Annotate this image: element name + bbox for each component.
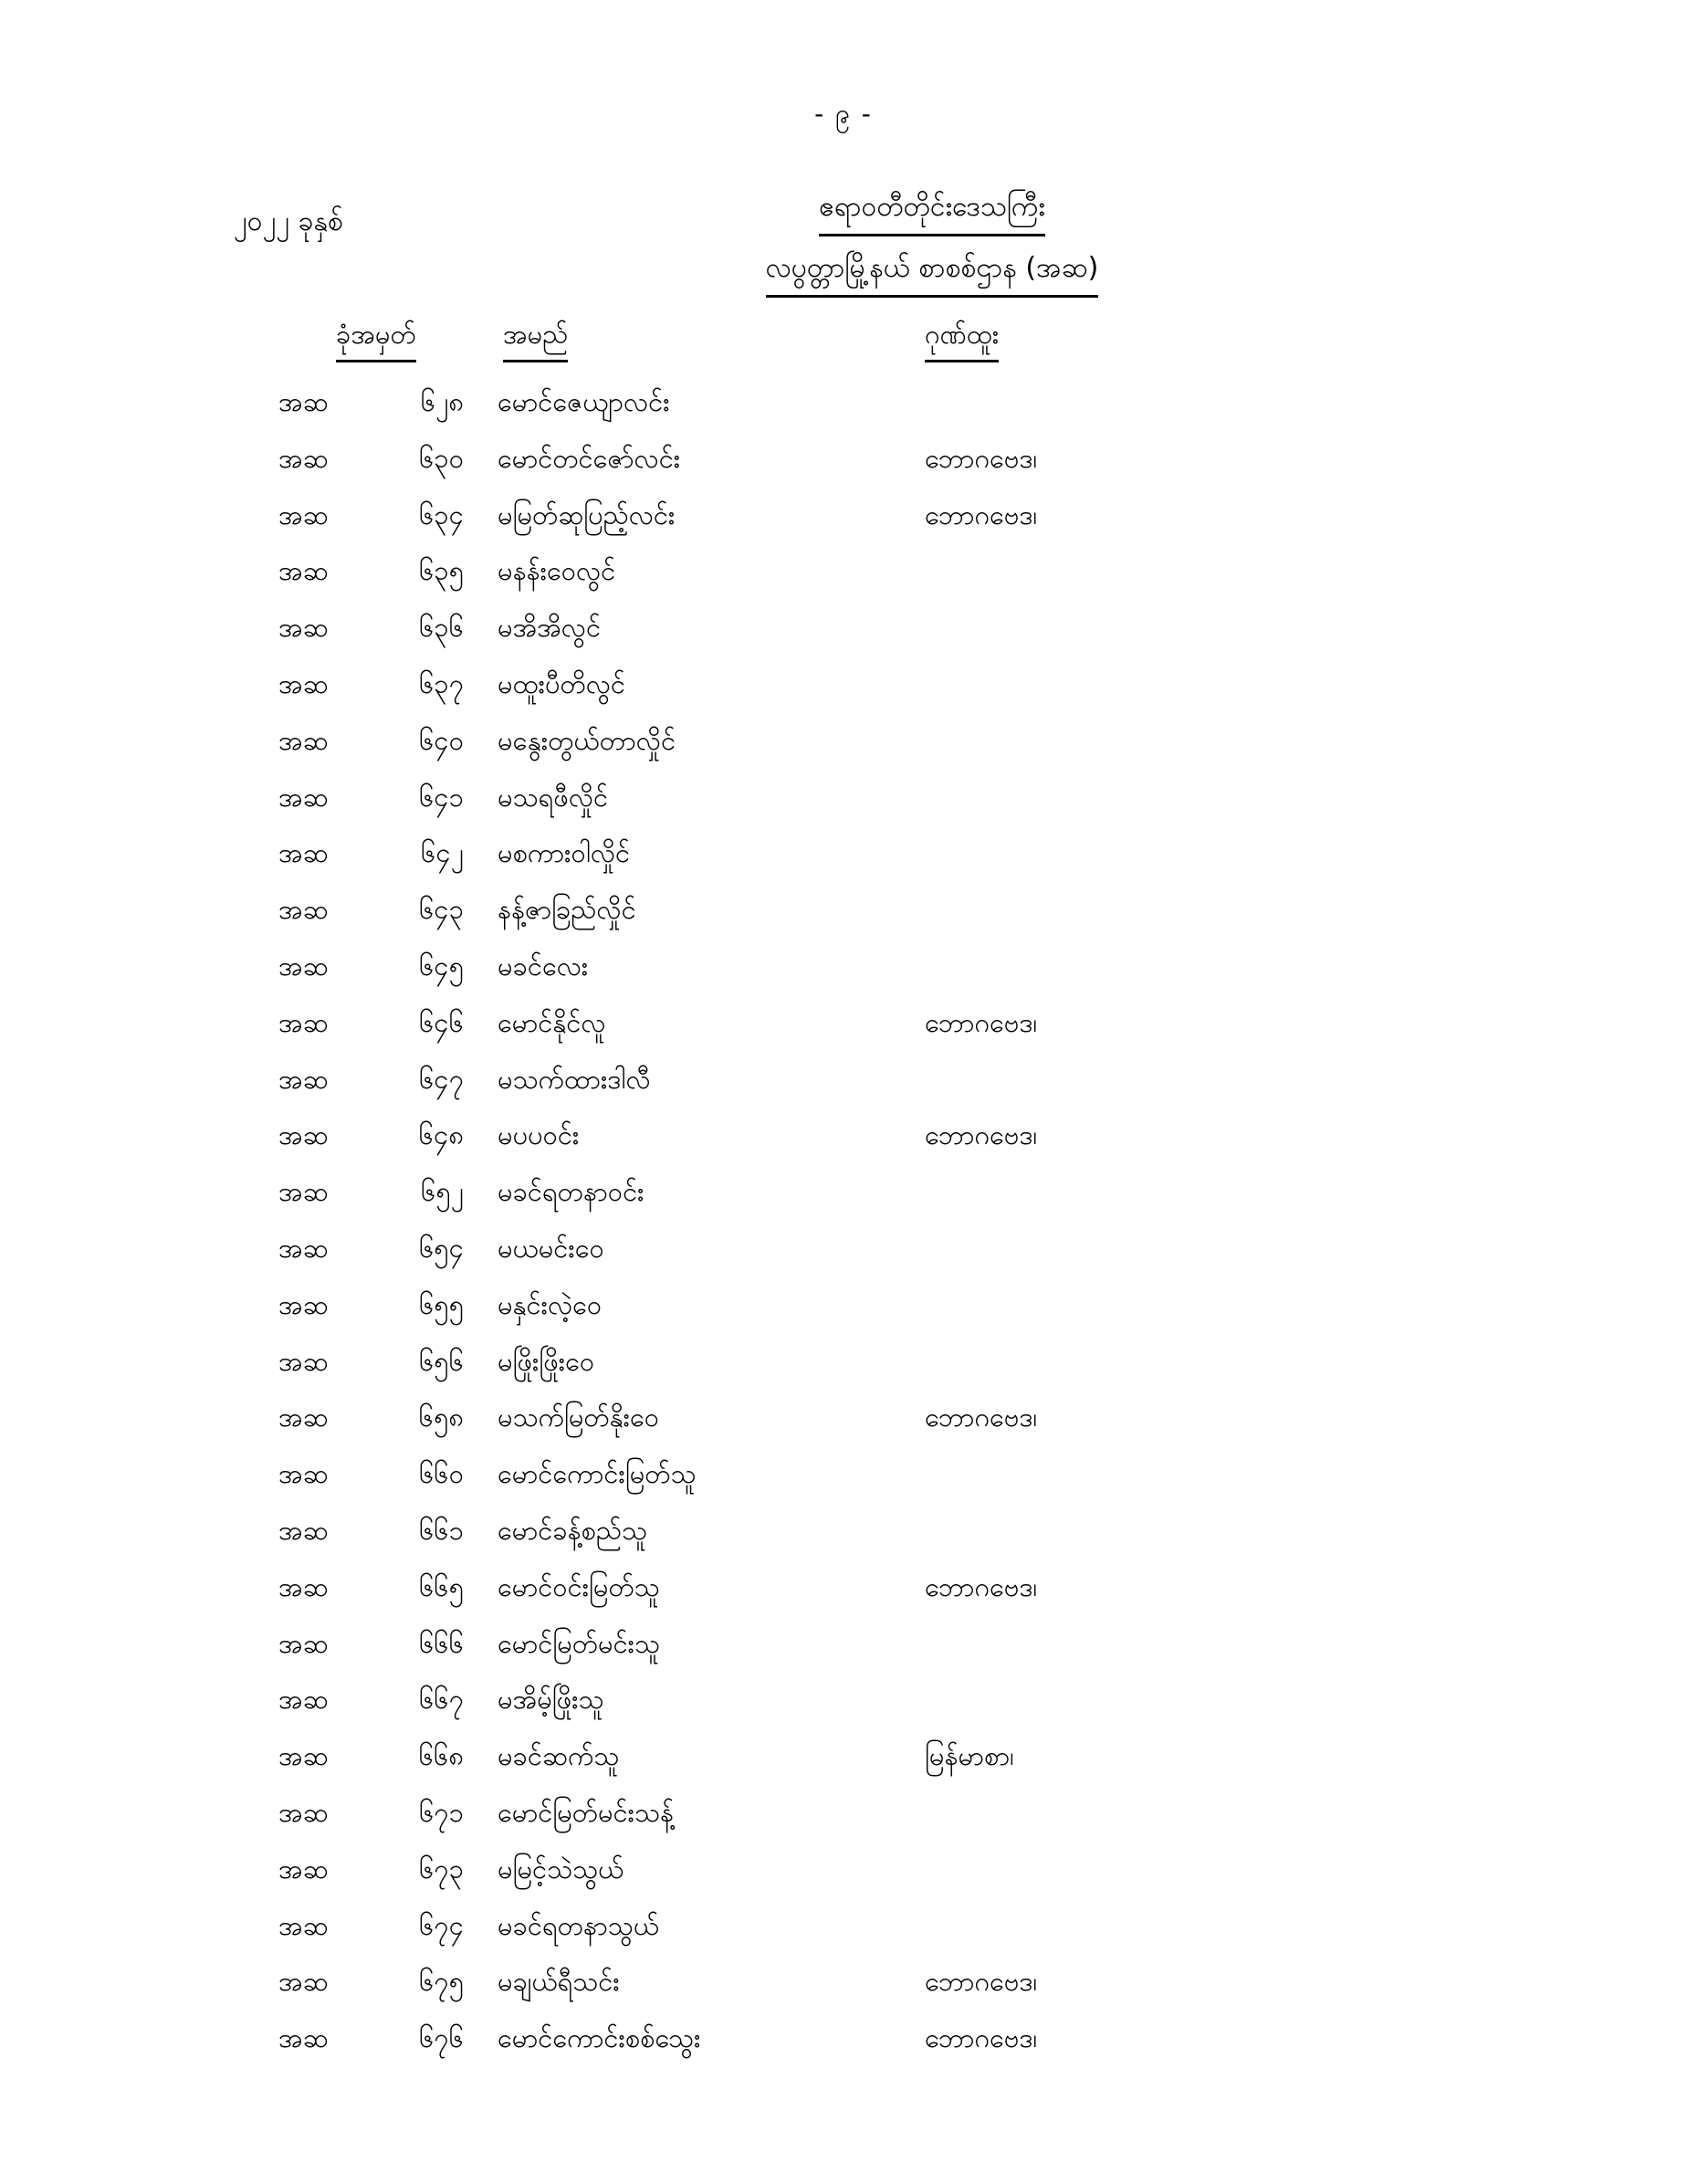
roll-number: ၆၄၁ bbox=[419, 781, 464, 813]
candidate-name: မောင်မြတ်မင်းသူ bbox=[498, 1627, 661, 1659]
roll-number: ၆၅၆ bbox=[419, 1345, 464, 1377]
center-code: အဆ bbox=[278, 386, 329, 417]
roll-number: ၆၆၀ bbox=[419, 1458, 464, 1490]
roll-number: ၆၆၁ bbox=[419, 1514, 464, 1546]
roll-number: ၆၃၀ bbox=[419, 442, 464, 474]
table-row bbox=[0, 1450, 1687, 1507]
header-distinction: ဂုဏ်ထူး bbox=[925, 318, 999, 362]
roll-number: ၆၃၇ bbox=[419, 667, 464, 699]
table-row bbox=[0, 773, 1687, 830]
center-code: အဆ bbox=[278, 724, 329, 756]
center-code: အဆ bbox=[278, 1740, 329, 1772]
roll-number: ၆၄၇ bbox=[419, 1063, 464, 1095]
table-row bbox=[0, 999, 1687, 1055]
center-code: အဆ bbox=[278, 442, 329, 474]
candidate-name: မနန်းဝေလွင် bbox=[498, 555, 616, 587]
roll-number: ၆၄၃ bbox=[419, 894, 464, 926]
roll-number: ၆၇၄ bbox=[419, 1909, 464, 1941]
table-row bbox=[0, 829, 1687, 886]
table-row bbox=[0, 491, 1687, 548]
center-code: အဆ bbox=[278, 499, 329, 530]
center-code: အဆ bbox=[278, 1458, 329, 1490]
table-row bbox=[0, 1902, 1687, 1958]
candidate-name: မဖြိုးဖြိုးဝေ bbox=[498, 1345, 595, 1377]
table-row bbox=[0, 886, 1687, 942]
table-row bbox=[0, 942, 1687, 999]
table-row bbox=[0, 378, 1687, 435]
roll-number: ၆၅၈ bbox=[418, 1402, 464, 1433]
center-code: အဆ bbox=[278, 1684, 329, 1716]
center-code: အဆ bbox=[278, 1909, 329, 1941]
distinction: မြန်မာစာ၊ bbox=[925, 1740, 1014, 1772]
table-row bbox=[0, 1675, 1687, 1732]
distinction: ဘောဂဗေဒ၊ bbox=[925, 1402, 1038, 1433]
center-code: အဆ bbox=[278, 1345, 329, 1377]
candidate-name: မသက်ထားဒါလီ bbox=[498, 1063, 651, 1095]
candidate-name: နန့်ဇာခြည်လှိုင် bbox=[498, 894, 636, 926]
center-code: အဆ bbox=[278, 1119, 329, 1151]
roll-number: ၆၇၅ bbox=[419, 1966, 464, 1998]
roll-number: ၆၅၅ bbox=[419, 1288, 464, 1320]
center-code: အဆ bbox=[278, 1176, 329, 1208]
roll-number: ၆၄၈ bbox=[418, 1119, 464, 1151]
candidate-name: မောင်ဇေယျာလင်း bbox=[498, 386, 670, 417]
table-row bbox=[0, 547, 1687, 604]
roll-number: ၆၃၅ bbox=[419, 555, 464, 587]
candidate-name: မောင်ကောင်းစစ်သွေး bbox=[498, 2022, 701, 2054]
table-row bbox=[0, 717, 1687, 773]
roll-number: ၆၅၄ bbox=[419, 1232, 464, 1264]
roll-number: ၆၇၆ bbox=[419, 2022, 464, 2054]
center-code: အဆ bbox=[278, 1570, 329, 1602]
candidate-name: မသက်မြတ်နိုးဝေ bbox=[498, 1402, 660, 1433]
candidate-name: မသရဖီလှိုင် bbox=[498, 781, 609, 813]
table-row bbox=[0, 1507, 1687, 1563]
table-row bbox=[0, 1563, 1687, 1620]
table-row bbox=[0, 1958, 1687, 2014]
candidate-name: မထူးပီတိလွင် bbox=[498, 667, 626, 699]
candidate-name: မောင်တင်ဇော်လင်း bbox=[498, 442, 681, 474]
candidate-name: မောင်ကောင်းမြတ်သူ bbox=[498, 1458, 697, 1490]
roll-number: ၆၄၆ bbox=[419, 1006, 464, 1038]
table-row bbox=[0, 1620, 1687, 1676]
center-code: အဆ bbox=[278, 894, 329, 926]
table-row bbox=[0, 660, 1687, 717]
roll-number: ၆၆၅ bbox=[419, 1570, 464, 1602]
candidate-name: မောင်နိုင်လူ bbox=[498, 1006, 606, 1038]
center-code: အဆ bbox=[278, 1063, 329, 1095]
candidate-name: မနွေးတွယ်တာလှိုင် bbox=[498, 724, 676, 756]
candidate-name: မအိမ့်ဖြိုးသူ bbox=[498, 1684, 604, 1716]
distinction: ဘောဂဗေဒ၊ bbox=[925, 442, 1038, 474]
center-code: အဆ bbox=[278, 1853, 329, 1885]
roll-number: ၆၄၀ bbox=[419, 724, 464, 756]
table-row bbox=[0, 1789, 1687, 1845]
center-code: အဆ bbox=[278, 612, 329, 644]
candidate-name: မခင်ရတနာဝင်း bbox=[498, 1176, 644, 1208]
region-title: ဧရာဝတီတိုင်းဒေသကြီး bbox=[819, 188, 1045, 236]
candidate-name: မောင်ဝင်းမြတ်သူ bbox=[498, 1570, 660, 1602]
candidate-name: မပပဝင်း bbox=[498, 1119, 580, 1151]
roll-number: ၆၆၇ bbox=[419, 1684, 464, 1716]
distinction: ဘောဂဗေဒ၊ bbox=[925, 1006, 1038, 1038]
candidate-name: မမြတ်ဆုပြည့်လင်း bbox=[498, 499, 676, 530]
roll-number: ၆၃၆ bbox=[419, 612, 464, 644]
candidate-name: မနှင်းလဲ့ဝေ bbox=[498, 1288, 602, 1320]
roll-number: ၆၇၃ bbox=[419, 1853, 464, 1885]
table-row bbox=[0, 1055, 1687, 1112]
center-code: အဆ bbox=[278, 1627, 329, 1659]
center-code: အဆ bbox=[278, 2022, 329, 2054]
table-row bbox=[0, 1111, 1687, 1168]
table-row bbox=[0, 1224, 1687, 1281]
table-row bbox=[0, 1393, 1687, 1450]
page-number: - ၉ - bbox=[814, 99, 873, 129]
table-row bbox=[0, 435, 1687, 491]
table-row bbox=[0, 1732, 1687, 1789]
year-label: ၂၀၂၂ ခုနှစ် bbox=[234, 205, 343, 237]
results-list bbox=[0, 378, 1687, 2071]
candidate-name: မခင်ရတနာသွယ် bbox=[498, 1909, 659, 1941]
center-code: အဆ bbox=[278, 1232, 329, 1264]
center-code: အဆ bbox=[278, 1006, 329, 1038]
roll-number: ၆၂၈ bbox=[420, 386, 464, 417]
center-code: အဆ bbox=[278, 781, 329, 813]
candidate-name: မောင်မြတ်မင်းသန့် bbox=[498, 1796, 675, 1828]
distinction: ဘောဂဗေဒ၊ bbox=[925, 2022, 1038, 2054]
candidate-name: မချယ်ရီသင်း bbox=[498, 1966, 620, 1998]
distinction: ဘောဂဗေဒ၊ bbox=[925, 1570, 1038, 1602]
table-row bbox=[0, 1168, 1687, 1224]
candidate-name: မယမင်းဝေ bbox=[498, 1232, 604, 1264]
distinction: ဘောဂဗေဒ၊ bbox=[925, 499, 1038, 530]
center-code: အဆ bbox=[278, 667, 329, 699]
candidate-name: မအိအိလွင် bbox=[498, 612, 602, 644]
center-code: အဆ bbox=[278, 1288, 329, 1320]
title-block bbox=[658, 188, 1206, 298]
roll-number: ၆၄၂ bbox=[421, 837, 464, 869]
roll-number: ၆၆၈ bbox=[418, 1740, 464, 1772]
table-row bbox=[0, 1281, 1687, 1338]
center-code: အဆ bbox=[278, 950, 329, 982]
center-code: အဆ bbox=[278, 1514, 329, 1546]
distinction: ဘောဂဗေဒ၊ bbox=[925, 1119, 1038, 1151]
candidate-name: မမြင့်သဲသွယ် bbox=[498, 1853, 624, 1885]
roll-number: ၆၄၅ bbox=[419, 950, 464, 982]
candidate-name: မခင်လေး bbox=[498, 950, 589, 982]
table-row bbox=[0, 604, 1687, 660]
roll-number: ၆၃၄ bbox=[419, 499, 464, 530]
table-row bbox=[0, 2014, 1687, 2071]
header-roll-number: ခုံအမှတ် bbox=[336, 318, 416, 362]
table-row bbox=[0, 1338, 1687, 1394]
header-name: အမည် bbox=[503, 318, 568, 362]
candidate-name: မခင်ဆက်သူ bbox=[498, 1740, 620, 1772]
center-code: အဆ bbox=[278, 1796, 329, 1828]
center-code: အဆ bbox=[278, 1966, 329, 1998]
distinction: ဘောဂဗေဒ၊ bbox=[925, 1966, 1038, 1998]
table-row bbox=[0, 1845, 1687, 1902]
roll-number: ၆၅၂ bbox=[421, 1176, 464, 1208]
candidate-name: မောင်ခန့်စည်သူ bbox=[498, 1514, 648, 1546]
center-code: အဆ bbox=[278, 555, 329, 587]
candidate-name: မစကားဝါလှိုင် bbox=[498, 837, 631, 869]
roll-number: ၆၇၁ bbox=[419, 1796, 464, 1828]
exam-center-title: လပွတ္တာမြို့နယ် စာစစ်ဌာန (အဆ) bbox=[766, 249, 1099, 298]
roll-number: ၆၆၆ bbox=[419, 1627, 464, 1659]
center-code: အဆ bbox=[278, 837, 329, 869]
center-code: အဆ bbox=[278, 1402, 329, 1433]
